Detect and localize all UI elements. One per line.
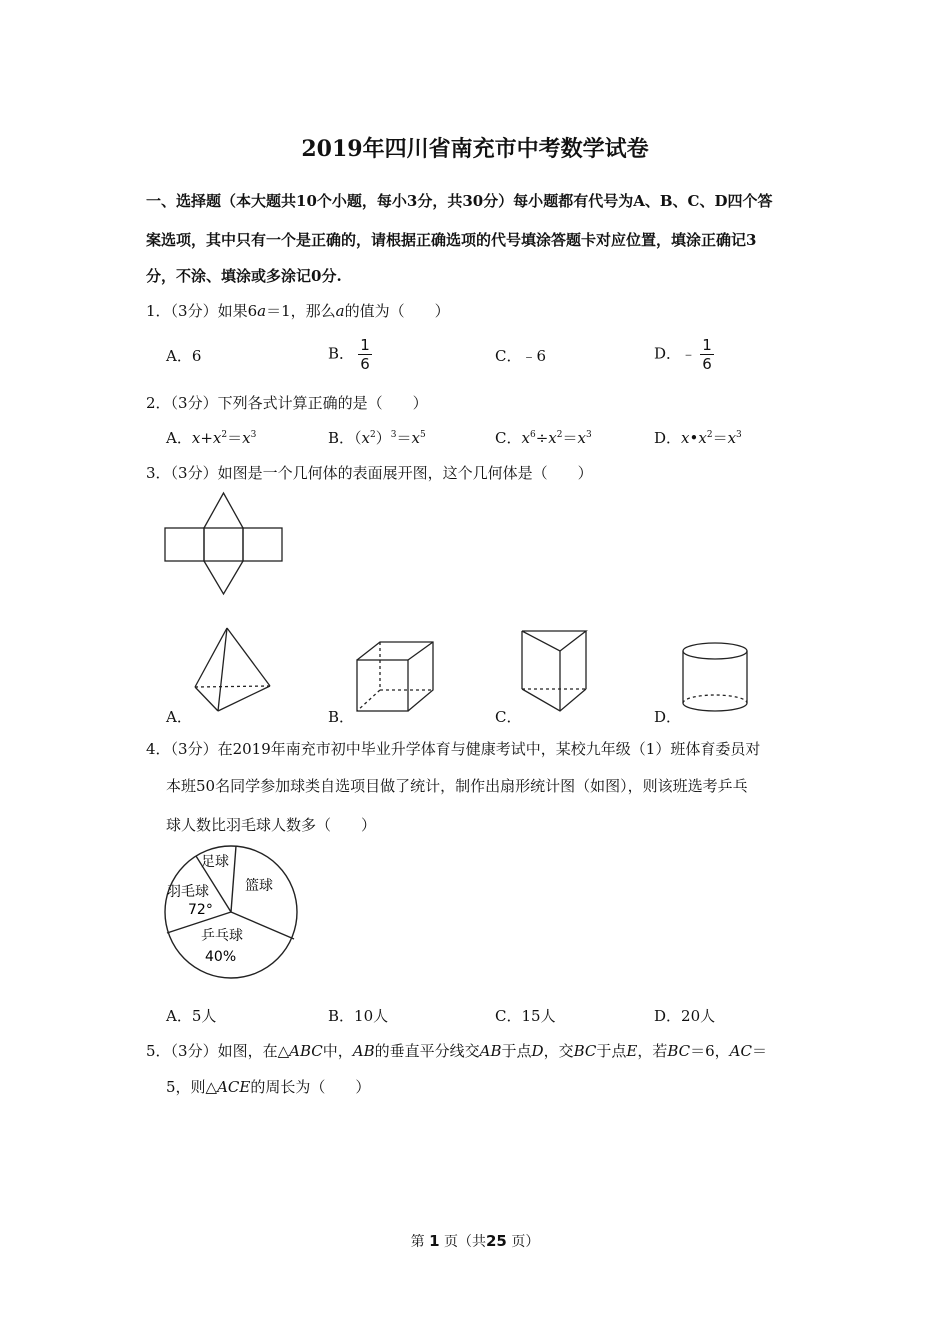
section-instructions-line3: 分，不涂、填涂或多涂记0分.	[146, 267, 342, 285]
exp: 5	[419, 430, 426, 440]
q5-var: AB	[479, 1042, 502, 1060]
numerator: 1	[360, 336, 370, 354]
option-label: B．	[328, 429, 355, 447]
footer-page-number: 1	[429, 1232, 440, 1250]
q1-text-pre: 如果6	[217, 302, 258, 320]
option-label: D．	[654, 429, 682, 447]
question-3	[146, 462, 593, 483]
question-score: （3分）	[170, 740, 218, 758]
pie-label-basketball: 篮球	[245, 878, 273, 894]
exp: 2	[556, 430, 563, 440]
footer-text: 页）	[511, 1234, 540, 1250]
question-text: 下列各式计算正确的是（ ）	[217, 394, 428, 412]
op-eq: ＝	[562, 429, 578, 447]
paren: ）	[375, 429, 391, 447]
exp: 2	[370, 430, 376, 440]
question-2	[146, 392, 428, 413]
question-number: 5．	[146, 1042, 171, 1060]
q1-option-a: A．6	[166, 347, 202, 365]
q5-var: BC	[573, 1042, 597, 1060]
question-5-line2	[166, 1076, 370, 1097]
section-instructions-line2: 案选项，其中只有一个是正确的，请根据正确选项的代号填涂答题卡对应位置，填涂正确记3	[146, 231, 757, 249]
net-square-left	[165, 528, 204, 561]
pyramid-figure	[190, 625, 275, 715]
q5-var: AC	[729, 1042, 752, 1060]
option-label: A．	[166, 429, 192, 447]
footer-text: 页（共	[444, 1234, 486, 1250]
q5-text: 的垂直平分线交	[374, 1042, 480, 1060]
q1-option-b	[328, 336, 372, 373]
q4-option-c: C．15人	[495, 1007, 556, 1025]
exp: 2	[706, 430, 713, 440]
question-number: 1．	[146, 302, 171, 320]
q3-option-b: B．	[328, 708, 355, 726]
page-title: 2019年四川省南充市中考数学试卷	[301, 136, 649, 162]
var-x: x	[191, 429, 201, 447]
op-eq: ＝	[712, 429, 728, 447]
q5-var: E	[626, 1042, 638, 1060]
q5-var: BC	[667, 1042, 691, 1060]
cylinder-figure	[680, 640, 752, 716]
op-eq: ＝	[227, 429, 243, 447]
question-number: 2．	[146, 394, 171, 412]
section-instructions-line1: 一、选择题（本大题共10个小题，每小3分，共30分）每小题都有代号为A、B、C、D四个答	[146, 192, 773, 210]
question-number: 3．	[146, 464, 171, 482]
question-text: 如图是一个几何体的表面展开图，这个几何体是（ ）	[217, 464, 593, 482]
prism-figure	[518, 627, 590, 715]
q4-option-a: A．5人	[166, 1007, 217, 1025]
question-5-line1	[146, 1040, 767, 1061]
question-4-line2: 本班50名同学参加球类自选项目做了统计，制作出扇形统计图（如图），则该班选考乒乓	[166, 777, 748, 795]
pie-label-badminton-angle: 72°	[188, 902, 213, 918]
var-x: x	[411, 429, 420, 447]
question-score: （3分）	[170, 1042, 218, 1060]
option-label: C．	[495, 429, 522, 447]
question-4-line1	[146, 738, 760, 759]
q5-text: ＝	[751, 1042, 767, 1060]
net-diagram	[160, 490, 290, 600]
q5-var: AB	[352, 1042, 375, 1060]
q1-option-c: C．﹣6	[495, 347, 547, 365]
fraction	[700, 336, 714, 373]
var-x: x	[577, 429, 586, 447]
q4-option-b: B．10人	[328, 1007, 389, 1025]
option-label: B．	[328, 344, 355, 363]
pie-divider-football-right	[231, 846, 236, 912]
q5-text: 于点	[501, 1042, 532, 1060]
footer-text: 第	[410, 1234, 425, 1250]
net-triangle-bottom	[204, 561, 243, 594]
var-x: x	[242, 429, 251, 447]
fraction	[358, 336, 372, 373]
pie-label-pingpong: 乒乓球	[201, 928, 243, 944]
var-x: x	[361, 429, 371, 447]
var-x: x	[212, 429, 222, 447]
exp: 3	[736, 430, 742, 440]
q1-text-mid: ＝1，那么	[266, 302, 336, 320]
q2-option-a	[166, 427, 256, 448]
q5-text: ，若	[637, 1042, 668, 1060]
var-x: x	[727, 429, 737, 447]
q5-text: 于点	[596, 1042, 627, 1060]
exp: 3	[390, 430, 397, 440]
question-1	[146, 300, 450, 321]
exp: 2	[221, 430, 228, 440]
q5-text: ＝6，	[690, 1042, 730, 1060]
net-square-middle	[204, 528, 243, 561]
pie-label-football: 足球	[201, 854, 229, 870]
q5-text: 5，则△	[166, 1078, 218, 1096]
q1-var-a: a	[257, 302, 267, 320]
q2-option-b	[328, 427, 426, 448]
q1-option-d	[654, 336, 714, 373]
cube-figure	[352, 638, 442, 716]
denominator: 6	[702, 355, 712, 373]
exp: 3	[585, 430, 592, 440]
q5-text: 中，	[322, 1042, 353, 1060]
option-label: D．﹣	[654, 344, 697, 363]
exp: 3	[250, 430, 257, 440]
q3-option-d: D．	[654, 708, 682, 726]
q3-option-c: C．	[495, 708, 522, 726]
var-x: x	[698, 429, 707, 447]
op-plus: +	[200, 429, 213, 447]
pie-chart	[163, 842, 303, 982]
q5-text: 的周长为（ ）	[250, 1078, 371, 1096]
page-footer	[0, 1231, 950, 1251]
footer-total-pages: 25	[486, 1232, 507, 1250]
op-div: ÷	[535, 429, 549, 447]
op-eq: ＝	[396, 429, 412, 447]
q1-var-a2: a	[335, 302, 345, 320]
q5-var: ABC	[289, 1042, 323, 1060]
q4-option-d: D．20人	[654, 1007, 716, 1025]
numerator: 1	[702, 336, 712, 354]
q2-option-d	[654, 427, 742, 448]
question-score: （3分）	[170, 464, 218, 482]
q5-var: ACE	[217, 1078, 251, 1096]
paren: （	[354, 429, 362, 447]
net-square-right	[243, 528, 282, 561]
op-dot: •	[689, 429, 699, 447]
q5-text: ，交	[543, 1042, 574, 1060]
denominator: 6	[360, 355, 370, 373]
q1-text-post: 的值为（ ）	[344, 302, 450, 320]
exp: 6	[529, 430, 536, 440]
q5-var: D	[531, 1042, 544, 1060]
pie-label-pingpong-pct: 40%	[205, 949, 237, 965]
question-score: （3分）	[170, 394, 218, 412]
q3-option-a: A．	[166, 708, 192, 726]
question-number: 4．	[146, 740, 171, 758]
var-x: x	[521, 429, 530, 447]
pie-label-badminton: 羽毛球	[167, 884, 209, 900]
var-x: x	[681, 429, 690, 447]
q5-text: 如图，在△	[217, 1042, 290, 1060]
net-triangle-top	[204, 493, 243, 528]
q2-option-c	[495, 427, 592, 448]
question-score: （3分）	[170, 302, 218, 320]
question-4-line3: 球人数比羽毛球人数多（ ）	[166, 816, 377, 834]
question-text: 在2019年南充市初中毕业升学体育与健康考试中，某校九年级（1）班体育委员对	[217, 740, 761, 758]
var-x: x	[548, 429, 557, 447]
